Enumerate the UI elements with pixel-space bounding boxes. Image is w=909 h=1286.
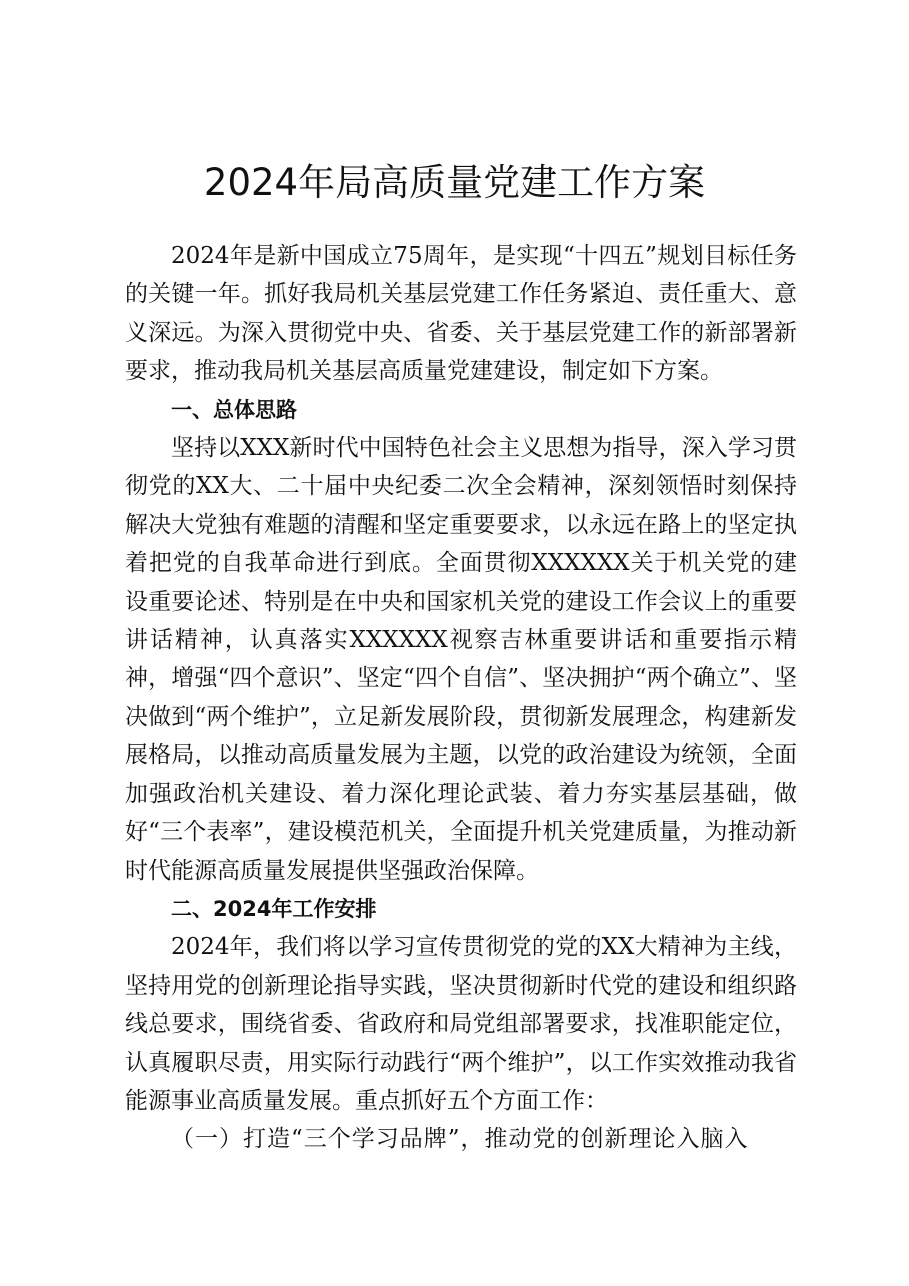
subsection-heading-learning-brands: （一）打造“三个学习品牌”，推动党的创新理论入脑入 [171, 1126, 749, 1153]
document-title: 2024年局高质量党建工作方案 [203, 161, 706, 204]
section-heading-work-plan: 二、2024年工作安排 [171, 896, 377, 921]
section-heading-overall-approach: 一、总体思路 [171, 397, 297, 422]
document-body [125, 237, 797, 1159]
overall-approach-paragraph: 坚持以XXX新时代中国特色社会主义思想为指导，深入学习贯彻党的XX大、二十届中央纪委二次全会精神，深刻领悟时刻保持解决大党独有难题的清醒和坚定重要要求，以永远在路上的坚定执着把党的自我革命进行到底。全面贯彻XXXXXX关于机关党的建设重要论述、特别是在中央和国家机关党的建设工作会议上的重要讲话精神，认真落实XXXXXX视察吉林重要讲话和重要指示精神，增强“四个意识”、坚定“四个自信”、坚决拥护“两个确立”、坚决做到“两个维护”，立足新发展阶段，贯彻新发展理念，构建新发展格局，以推动高质量发展为主题，以党的政治建设为统领，全面加强政治机关建设、着力深化理论武装、着力夯实基层基础，做好“三个表率”，建设模范机关，全面提升机关党建质量，为推动新时代能源高质量发展提供坚强政治保障。 [125, 435, 797, 884]
work-plan-paragraph: 2024年，我们将以学习宣传贯彻党的党的XX大精神为主线，坚持用党的创新理论指导实践，坚决贯彻新时代党的建设和组织路线总要求，围绕省委、省政府和局党组部署要求，找准职能定位，认真履职尽责，用实际行动践行“两个维护”，以工作实效推动我省能源事业高质量发展。重点抓好五个方面工作： [125, 934, 797, 1114]
intro-paragraph: 2024年是新中国成立75周年，是实现“十四五”规划目标任务的关键一年。抓好我局机关基层党建工作任务紧迫、责任重大、意义深远。为深入贯彻党中央、省委、关于基层党建工作的新部署新要求，推动我局机关基层高质量党建建设，制定如下方案。 [125, 243, 797, 385]
